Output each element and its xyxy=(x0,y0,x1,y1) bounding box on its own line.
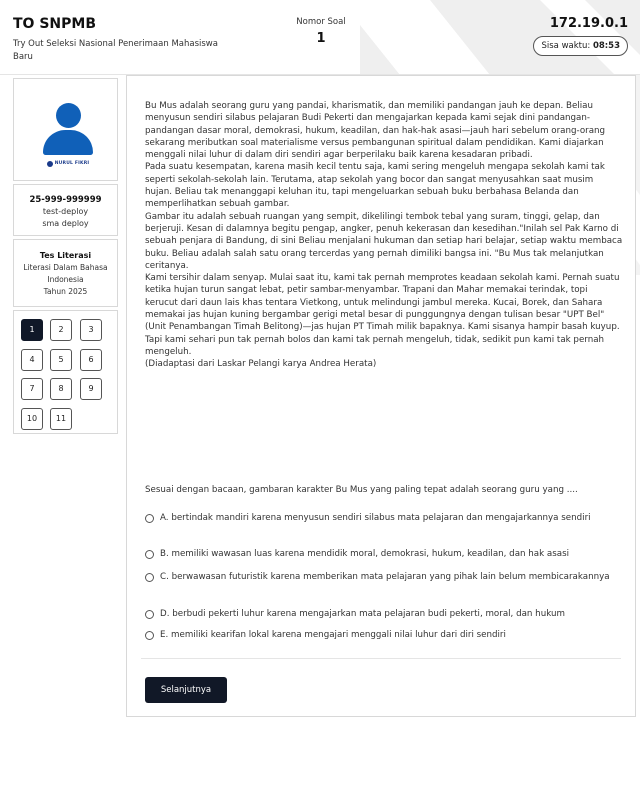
radio-d[interactable] xyxy=(145,610,154,619)
radio-e[interactable] xyxy=(145,631,154,640)
header xyxy=(0,0,640,75)
test-subject: Literasi Dalam Bahasa Indonesia xyxy=(23,263,108,284)
test-title: Tes Literasi xyxy=(39,251,92,260)
question-button-2[interactable]: 2 xyxy=(50,319,72,341)
passage-source: (Diadaptasi dari Laskar Pelangi karya Andrea Herata) xyxy=(145,359,377,370)
brand-title: TO SNPMB xyxy=(13,16,96,32)
option-e[interactable] xyxy=(145,629,615,642)
option-a-text: A. bertindak mandiri karena menyusun sendiri silabus mata pelajaran dan mengajarkannya sendiri xyxy=(160,513,591,523)
radio-c[interactable] xyxy=(145,573,154,582)
avatar xyxy=(56,103,81,128)
logo-text: NURUL FIKRI xyxy=(54,161,90,166)
avatar-body xyxy=(43,130,93,155)
avatar-card xyxy=(13,78,118,181)
question-button-3[interactable]: 3 xyxy=(80,319,102,341)
question-button-4[interactable]: 4 xyxy=(21,349,43,371)
timer-badge xyxy=(533,36,628,56)
participant-id: 25-999-999999 xyxy=(29,195,102,205)
question-button-5[interactable]: 5 xyxy=(50,349,72,371)
option-c-text: C. berwawasan futuristik karena memberikan mata pelajaran yang pihak lain belum membicarakannya xyxy=(160,572,610,582)
school-logo xyxy=(46,159,90,168)
question-navigator xyxy=(13,310,118,434)
question-button-8[interactable]: 8 xyxy=(50,378,72,400)
participant-school: sma deploy xyxy=(42,219,89,228)
passage-paragraph: Bu Mus adalah seorang guru yang pandai, kharismatik, dan memiliki pandangan jauh ke depan. Beliau menyusun sendiri silabus pelajaran Budi Pekerti dan mengajarkan kepada kami sejak dini pandangan-pandangan dasar moral, demokrasi, hukum, keadilan, dan hak-hak asasi—jauh hari sebelum orang-orang sekarang meributkan soal materialisme versus pembangunan spiritual dalam pendidikan. Kami diajarkan menggali nilai luhur di dalam diri sendiri agar berperilaku baik karena kesadaran pribadi. xyxy=(145,101,606,161)
test-year: Tahun 2025 xyxy=(43,287,88,296)
question-prompt: Sesuai dengan bacaan, gambaran karakter Bu Mus yang paling tepat adalah seorang guru yang .... xyxy=(145,485,578,495)
question-button-1[interactable]: 1 xyxy=(21,319,43,341)
option-e-text: E. memiliki kearifan lokal karena mengajari menggali nilai luhur dari diri sendiri xyxy=(160,630,506,640)
test-info-card xyxy=(13,239,118,307)
next-button[interactable]: Selanjutnya xyxy=(145,677,227,703)
option-b[interactable] xyxy=(145,548,615,561)
option-a[interactable] xyxy=(145,512,615,525)
question-button-11[interactable]: 11 xyxy=(50,408,72,430)
option-d[interactable] xyxy=(145,608,615,621)
radio-b[interactable] xyxy=(145,550,154,559)
participant-name: test-deploy xyxy=(42,207,89,216)
radio-a[interactable] xyxy=(145,514,154,523)
option-c[interactable] xyxy=(145,571,615,584)
question-button-9[interactable]: 9 xyxy=(80,378,102,400)
passage-paragraph: Gambar itu adalah sebuah ruangan yang sempit, dikelilingi tembok tebal yang suram, tinggi, gelap, dan berjeruji. Kesan di dalamnya begitu pengap, angker, penuh kekerasan dan kesedihan."Inilah sel Pak Karno di sebuah penjara di Bandung, di sini Beliau menjalani hukuman dan setiap hari belajar, setiap waktu membaca buku. Beliau adalah salah satu orang tercerdas yang pernah dimiliki bangsa ini. "Bu Mus tak melanjutkan ceritanya. xyxy=(145,211,623,271)
logo-icon xyxy=(47,161,53,167)
question-number-label: Nomor Soal xyxy=(296,17,346,27)
question-button-7[interactable]: 7 xyxy=(21,378,43,400)
passage-paragraph: Pada suatu kesempatan, karena masih kecil tentu saja, kami sering mengeluh mengapa sekolah kami tak seperti sekolah-sekolah lain. Terutama, atap sekolah yang bocor dan sangat menyusahkan saat musim hujan. Beliau tak menanggapi keluhan itu, tapi mengeluarkan sebuah buku berbahasa Belanda dan memperlihatkan sebuah gambar. xyxy=(145,162,605,210)
divider xyxy=(141,658,621,659)
timer-label: Sisa waktu: xyxy=(541,41,591,51)
sidebar xyxy=(13,78,118,437)
participant-card xyxy=(13,184,118,236)
question-panel xyxy=(126,75,636,717)
timer-value: 08:53 xyxy=(592,41,620,51)
reading-passage xyxy=(145,100,623,371)
option-d-text: D. berbudi pekerti luhur karena mengajarkan mata pelajaran budi pekerti, moral, dan hukum xyxy=(160,609,565,619)
option-b-text: B. memiliki wawasan luas karena mendidik moral, demokrasi, hukum, keadilan, dan hak asasi xyxy=(160,549,570,559)
passage-paragraph: Kami tersihir dalam senyap. Mulai saat itu, kami tak pernah memprotes keadaan sekolah kami. Pernah suatu ketika hujan turun sangat lebat, petir sambar-menyambar. Trapani dan Mahar memakai terindak, topi kerucut dari daun lais khas tentara Vietkong, untuk melindungi jambul mereka. Kucai, Borek, dan Sahara memakai jas hujan kuning bergambar gerigi metal besar di punggungnya dengan tulisan besar "UPT Bel" (Unit Penambangan Timah Belitong)—jas hujan PT Timah milik bapaknya. Kami sisanya hampir basah kuyup. Tapi kami sehari pun tak pernah bolos dan kami tak pernah mengeluh, tidak, sedikit pun kami tak pernah mengeluh. xyxy=(145,273,620,357)
question-button-6[interactable]: 6 xyxy=(80,349,102,371)
ip-address: 172.19.0.1 xyxy=(549,16,628,31)
question-button-10[interactable]: 10 xyxy=(21,408,43,430)
brand-subtitle: Try Out Seleksi Nasional Penerimaan Mahasiswa Baru xyxy=(13,39,218,62)
question-number: 1 xyxy=(316,31,326,46)
